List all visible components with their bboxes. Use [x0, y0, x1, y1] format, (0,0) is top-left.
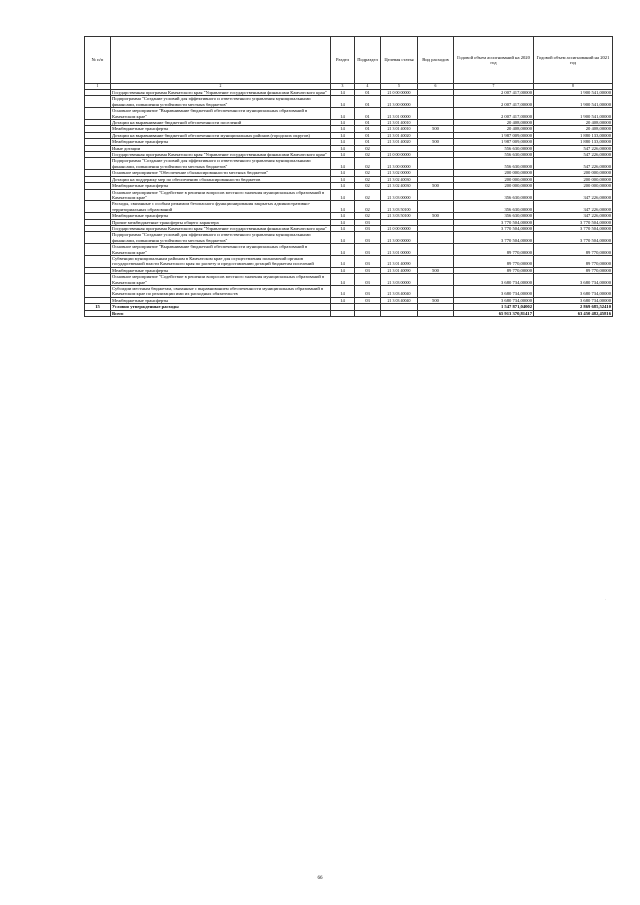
row-amount-2021: 347 226,00000 [534, 201, 613, 213]
row-exptype [418, 158, 454, 170]
row-name: Субсидии местным бюджетам, связанные с выравниванием обеспеченности муниципальных образований в Камчатском крае по реализации ими их расходных обязательств [111, 286, 331, 298]
row-subsection: 03 [355, 244, 381, 256]
corner-mark: . [605, 597, 606, 601]
table-row [85, 201, 613, 213]
header-target: Целевая статья [381, 37, 418, 84]
row-num [85, 244, 111, 256]
row-section: 14 [331, 286, 355, 298]
colnum: 2 [111, 84, 331, 90]
row-amount-2021: 3 770 504,00000 [534, 225, 613, 231]
row-amount-2020: 200 000,00000 [454, 183, 534, 189]
colnum: 7 [454, 84, 534, 90]
row-amount-2021: 1 880 133,00000 [534, 132, 613, 138]
row-subsection: 03 [355, 225, 381, 231]
row-amount-2020: 65 913 370,81417 [454, 310, 534, 316]
header-name [111, 37, 331, 84]
header-2021: Годовой объем ассигнований на 2021 год [534, 37, 613, 84]
row-amount-2020: 89 770,00000 [454, 244, 534, 256]
row-num [85, 274, 111, 286]
row-name: Всего [111, 310, 331, 316]
row-name: Основное мероприятие "Выравнивание бюджетной обеспеченности муниципальных образований в Камчатском крае" [111, 244, 331, 256]
row-target: 21 3 01 40010 [381, 120, 418, 126]
row-section: 14 [331, 145, 355, 151]
row-section: 14 [331, 90, 355, 96]
row-name: Подпрограмма "Создание условий для эффективного и ответственного управления муниципальными финансами, повышения устойчивости местных бюджетов" [111, 158, 331, 170]
table-row [85, 274, 613, 286]
row-section: 14 [331, 176, 355, 182]
row-amount-2020: 3 680 734,00000 [454, 274, 534, 286]
row-exptype: 500 [418, 183, 454, 189]
row-amount-2020: 89 770,00000 [454, 267, 534, 273]
row-amount-2021: 200 000,00000 [534, 183, 613, 189]
row-name: Условно утвержденные расходы [111, 304, 331, 310]
row-amount-2021: 547 226,00000 [534, 145, 613, 151]
row-exptype [418, 255, 454, 267]
row-amount-2021: 3 680 734,00000 [534, 297, 613, 303]
row-subsection: 03 [355, 219, 381, 225]
row-amount-2020: 356 630,00000 [454, 189, 534, 201]
row-name: Прочие межбюджетные трансферты общего характера [111, 219, 331, 225]
row-section: 14 [331, 225, 355, 231]
row-section: 14 [331, 152, 355, 158]
row-subsection: 01 [355, 132, 381, 138]
row-subsection: 03 [355, 255, 381, 267]
row-target: 21 3 01 40010 [381, 126, 418, 132]
row-section: 14 [331, 126, 355, 132]
row-target: 21 0 00 00000 [381, 225, 418, 231]
row-name: Межбюджетные трансферты [111, 267, 331, 273]
row-num [85, 189, 111, 201]
row-amount-2021: 1 900 541,00000 [534, 90, 613, 96]
row-target: 21 3 02 40030 [381, 183, 418, 189]
row-num [85, 201, 111, 213]
colnum: 6 [418, 84, 454, 90]
row-amount-2021: 3 770 504,00000 [534, 232, 613, 244]
row-amount-2020: 1 547 871,04002 [454, 304, 534, 310]
row-subsection: 03 [355, 232, 381, 244]
row-subsection: 02 [355, 145, 381, 151]
row-name: Основное мероприятие "Обеспечение сбалансированности местных бюджетов" [111, 170, 331, 176]
row-section: 14 [331, 158, 355, 170]
row-target: 21 3 01 40020 [381, 132, 418, 138]
row-exptype: 500 [418, 297, 454, 303]
row-amount-2021: 89 770,00000 [534, 244, 613, 256]
row-amount-2021: 3 680 734,00000 [534, 274, 613, 286]
colnum: 4 [355, 84, 381, 90]
row-name: Межбюджетные трансферты [111, 139, 331, 145]
row-exptype [418, 286, 454, 298]
row-name: Подпрограмма "Создание условий для эффективного и ответственного управления муниципальными финансами, повышения устойчивости местных бюджетов" [111, 232, 331, 244]
row-exptype [418, 201, 454, 213]
row-subsection: 02 [355, 152, 381, 158]
row-amount-2020: 556 630,00000 [454, 158, 534, 170]
row-amount-2021: 547 226,00000 [534, 158, 613, 170]
row-amount-2021: 20 408,00000 [534, 120, 613, 126]
row-amount-2020: 20 408,00000 [454, 120, 534, 126]
row-target: 21 3 01 00000 [381, 244, 418, 256]
row-section: 14 [331, 255, 355, 267]
row-name: Межбюджетные трансферты [111, 213, 331, 219]
row-name: Государственная программа Камчатского края "Управление государственными финансами Камчатского края" [111, 225, 331, 231]
table-row [85, 189, 613, 201]
row-subsection: 01 [355, 126, 381, 132]
row-section: 14 [331, 183, 355, 189]
row-num: 15 [85, 304, 111, 310]
row-amount-2021: 200 000,00000 [534, 176, 613, 182]
row-section: 14 [331, 120, 355, 126]
header-section: Раздел [331, 37, 355, 84]
row-section: 14 [331, 297, 355, 303]
colnum: 8 [534, 84, 613, 90]
row-amount-2021: 89 770,00000 [534, 267, 613, 273]
row-amount-2020: 356 630,00000 [454, 201, 534, 213]
row-exptype [418, 96, 454, 108]
row-name: Основное мероприятие "Содействие в решении вопросов местного значения муниципальных образований в Камчатском крае" [111, 274, 331, 286]
row-name: Дотации на выравнивание бюджетной обеспеченности муниципальных районов (городских округов) [111, 132, 331, 138]
row-subsection: 02 [355, 170, 381, 176]
row-amount-2021: 347 226,00000 [534, 189, 613, 201]
row-target: 21 3 03 00000 [381, 189, 418, 201]
row-section: 14 [331, 139, 355, 145]
budget-table-container [84, 36, 612, 317]
row-name: Межбюджетные трансферты [111, 297, 331, 303]
table-row [85, 286, 613, 298]
row-target: 21 3 01 40090 [381, 255, 418, 267]
row-target: 21 3 00 00000 [381, 158, 418, 170]
row-exptype [418, 232, 454, 244]
row-amount-2020: 3 680 734,00000 [454, 286, 534, 298]
row-section: 14 [331, 232, 355, 244]
row-target: 21 3 01 00000 [381, 108, 418, 120]
row-target: 21 3 02 00000 [381, 170, 418, 176]
row-section: 14 [331, 201, 355, 213]
header-row [85, 37, 613, 84]
table-row [85, 244, 613, 256]
row-section: 14 [331, 170, 355, 176]
row-section: 14 [331, 219, 355, 225]
table-row [85, 232, 613, 244]
row-name: Межбюджетные трансферты [111, 183, 331, 189]
header-subsection: Подраздел [355, 37, 381, 84]
row-exptype [418, 244, 454, 256]
row-section: 14 [331, 189, 355, 201]
row-num [85, 255, 111, 267]
row-num [85, 232, 111, 244]
row-target [381, 310, 418, 316]
row-amount-2020: 3 770 504,00000 [454, 225, 534, 231]
row-name: Подпрограмма "Создание условий для эффективного и ответственного управления муниципальными финансами, повышения устойчивости местных бюджетов" [111, 96, 331, 108]
row-amount-2021: 89 770,00000 [534, 255, 613, 267]
colnum: 5 [381, 84, 418, 90]
row-exptype: 500 [418, 139, 454, 145]
row-target: 21 0 00 00000 [381, 152, 418, 158]
row-section: 14 [331, 244, 355, 256]
row-amount-2021: 3 770 504,00000 [534, 219, 613, 225]
row-subsection: 03 [355, 286, 381, 298]
row-amount-2020: 1 987 009,00000 [454, 132, 534, 138]
row-target: 21 3 03 40040 [381, 297, 418, 303]
row-name: Основное мероприятие "Содействие в решении вопросов местного значения муниципальных образований в Камчатском крае" [111, 189, 331, 201]
row-target: 21 3 00 00000 [381, 232, 418, 244]
row-target: 21 3 03 00000 [381, 274, 418, 286]
row-subsection: 03 [355, 267, 381, 273]
colnum: 3 [331, 84, 355, 90]
row-subsection: 02 [355, 158, 381, 170]
row-subsection: 03 [355, 297, 381, 303]
row-name: Иные дотации [111, 145, 331, 151]
row-num [85, 286, 111, 298]
row-amount-2021: 1 880 133,00000 [534, 139, 613, 145]
row-section: 14 [331, 108, 355, 120]
row-num [85, 158, 111, 170]
row-subsection: 02 [355, 189, 381, 201]
row-target: 21 3 01 40090 [381, 267, 418, 273]
row-amount-2020: 3 680 734,00000 [454, 297, 534, 303]
header-num: № п/п [85, 37, 111, 84]
row-amount-2021: 1 900 541,00000 [534, 108, 613, 120]
row-amount-2020: 1 987 009,00000 [454, 139, 534, 145]
row-subsection: 02 [355, 183, 381, 189]
row-amount-2020: 200 000,00000 [454, 176, 534, 182]
row-subsection: 01 [355, 108, 381, 120]
row-exptype [418, 189, 454, 201]
row-amount-2020: 3 770 504,00000 [454, 232, 534, 244]
row-exptype: 500 [418, 213, 454, 219]
row-amount-2020: 89 770,00000 [454, 255, 534, 267]
row-name: Государственная программа Камчатского края "Управление государственными финансами Камчатского края" [111, 90, 331, 96]
row-num [85, 96, 111, 108]
row-num [85, 310, 111, 316]
row-section: 14 [331, 267, 355, 273]
row-section: 14 [331, 213, 355, 219]
table-row [85, 158, 613, 170]
row-amount-2020: 556 630,00000 [454, 145, 534, 151]
row-exptype [418, 310, 454, 316]
row-subsection: 01 [355, 120, 381, 126]
row-amount-2021: 1 900 541,00000 [534, 96, 613, 108]
row-name: Дотации на выравнивание бюджетной обеспеченности поселений [111, 120, 331, 126]
row-name: Дотации на поддержку мер по обеспечению сбалансированности бюджетов [111, 176, 331, 182]
row-amount-2020: 356 630,00000 [454, 213, 534, 219]
row-num [85, 108, 111, 120]
table-body [85, 90, 613, 317]
row-subsection [355, 310, 381, 316]
row-name: Государственная программа Камчатского края "Управление государственными финансами Камчатского края" [111, 152, 331, 158]
row-amount-2021: 3 680 734,00000 [534, 286, 613, 298]
header-2020: Годовой объем ассигнований на 2020 год [454, 37, 534, 84]
page-number: 66 [317, 876, 323, 881]
row-section: 14 [331, 96, 355, 108]
row-target: 21 3 03 50100 [381, 213, 418, 219]
table-row [85, 310, 613, 316]
row-exptype: 500 [418, 267, 454, 273]
row-amount-2020: 200 000,00000 [454, 170, 534, 176]
row-name: Субвенции муниципальным районам в Камчатском крае для осуществления полномочий органов государственной власти Камчатского края по расчету и предоставлению дотаций бюджетам поселений [111, 255, 331, 267]
row-section: 14 [331, 274, 355, 286]
colnum: 1 [85, 84, 111, 90]
row-subsection: 02 [355, 176, 381, 182]
row-exptype [418, 274, 454, 286]
row-amount-2021: 547 226,00000 [534, 152, 613, 158]
row-target: 21 3 01 40020 [381, 139, 418, 145]
row-amount-2020: 2 007 417,00000 [454, 90, 534, 96]
row-section: 14 [331, 132, 355, 138]
row-target: 21 0 00 00000 [381, 90, 418, 96]
row-subsection: 02 [355, 201, 381, 213]
row-name: Расходы, связанные с особым режимом безопасного функционирования закрытых административно-территориальных образований [111, 201, 331, 213]
row-amount-2021: 200 000,00000 [534, 170, 613, 176]
table-row [85, 96, 613, 108]
row-subsection: 01 [355, 96, 381, 108]
table-row [85, 108, 613, 120]
row-target: 21 3 00 00000 [381, 96, 418, 108]
row-amount-2020: 20 408,00000 [454, 126, 534, 132]
row-amount-2020: 2 007 417,00000 [454, 108, 534, 120]
header-exptype: Вид расходов [418, 37, 454, 84]
row-section [331, 310, 355, 316]
row-name: Межбюджетные трансферты [111, 126, 331, 132]
row-amount-2021: 2 869 685,52410 [534, 304, 613, 310]
row-amount-2021: 63 450 482,45816 [534, 310, 613, 316]
row-exptype: 500 [418, 126, 454, 132]
row-subsection: 03 [355, 274, 381, 286]
row-amount-2020: 3 770 504,00000 [454, 219, 534, 225]
row-exptype [418, 108, 454, 120]
row-target: 21 3 03 50100 [381, 201, 418, 213]
budget-table [84, 36, 613, 317]
row-target: 21 3 03 40040 [381, 286, 418, 298]
row-amount-2021: 347 226,00000 [534, 213, 613, 219]
row-amount-2021: 20 408,00000 [534, 126, 613, 132]
row-amount-2020: 556 630,00000 [454, 152, 534, 158]
table-row [85, 255, 613, 267]
row-target: 21 3 02 40030 [381, 176, 418, 182]
row-subsection: 02 [355, 213, 381, 219]
row-subsection: 01 [355, 90, 381, 96]
row-amount-2020: 2 007 417,00000 [454, 96, 534, 108]
row-name: Основное мероприятие "Выравнивание бюджетной обеспеченности муниципальных образований в Камчатском крае" [111, 108, 331, 120]
row-subsection: 01 [355, 139, 381, 145]
